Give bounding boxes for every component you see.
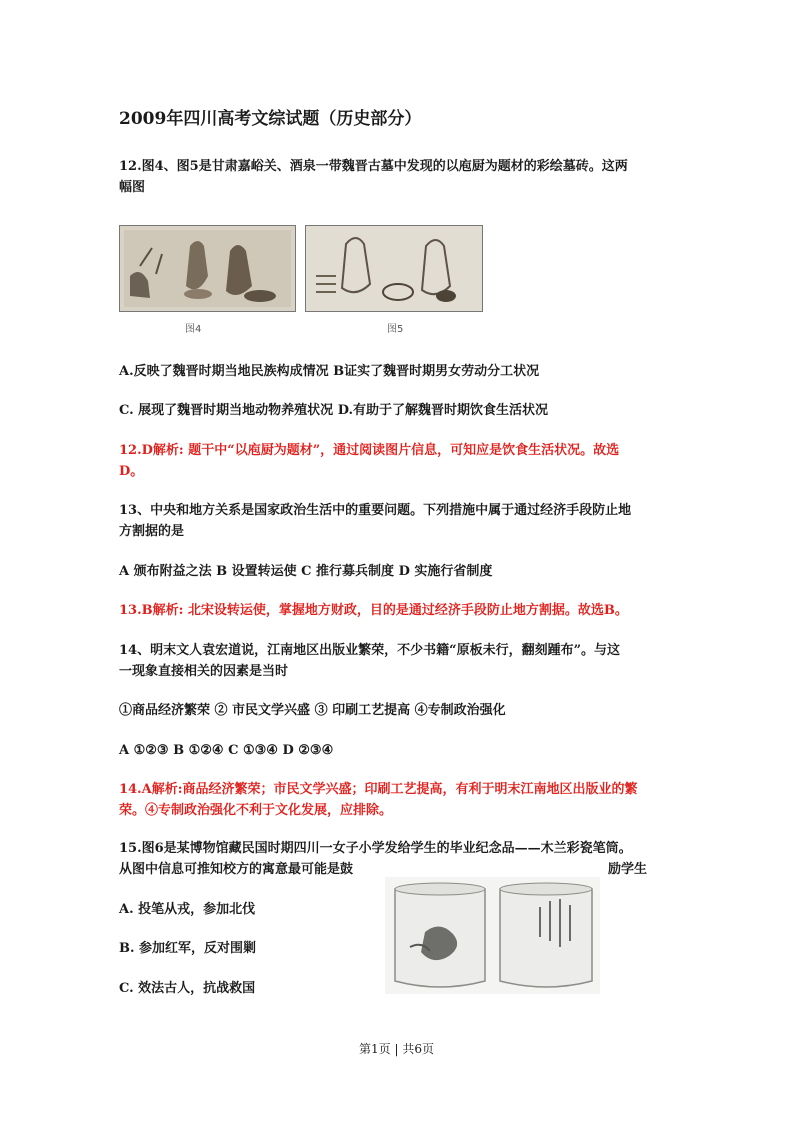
q14-answer-line1: 14.A解析:商品经济繁荣；市民文学兴盛；印刷工艺提高，有利于明末江南地区出版业的繁 bbox=[119, 782, 638, 797]
q13-stem-line2: 方割据的是 bbox=[119, 524, 185, 539]
page-title: 2009年四川高考文综试题（历史部分） bbox=[119, 109, 422, 129]
q13-stem-line1: 13、中央和地方关系是国家政治生活中的重要问题。下列措施中属于通过经济手段防止地 bbox=[119, 503, 632, 518]
q14-stem-line2: 一现象直接相关的因素是当时 bbox=[119, 664, 289, 679]
figure-5-image bbox=[305, 225, 483, 312]
q15-stem-line2: 从图中信息可推知校方的寓意最可能是鼓 bbox=[119, 862, 354, 877]
q12-options-cd: C. 展现了魏晋时期当地动物养殖状况 D.有助于了解魏晋时期饮食生活状况 bbox=[119, 403, 549, 418]
figure-4-image bbox=[119, 225, 296, 312]
figure-6-image bbox=[385, 877, 600, 994]
figure-5-caption: 图5 bbox=[387, 324, 404, 335]
q13-options: A 颁布附益之法 B 设置转运使 C 推行募兵制度 D 实施行省制度 bbox=[119, 564, 493, 579]
q12-options-ab: A.反映了魏晋时期当地民族构成情况 B证实了魏晋时期男女劳动分工状况 bbox=[119, 364, 540, 379]
q12-stem-line2: 幅图 bbox=[119, 180, 146, 195]
q14-factors: ①商品经济繁荣 ② 市民文学兴盛 ③ 印刷工艺提高 ④专制政治强化 bbox=[119, 703, 506, 718]
q15-stem-line2-tail: 励学生 bbox=[608, 862, 648, 877]
q15-stem-line1: 15.图6是某博物馆藏民国时期四川一女子小学发给学生的毕业纪念品——木兰彩瓷笔筒。 bbox=[119, 841, 632, 856]
q12-answer-line2: D。 bbox=[119, 464, 144, 479]
q14-options: A ①②③ B ①②④ C ①③④ D ②③④ bbox=[119, 743, 334, 758]
q14-stem-line1: 14、明末文人袁宏道说，江南地区出版业繁荣，不少书籍“原板未行，翻刻踵布”。与这 bbox=[119, 643, 621, 658]
q12-answer-line1: 12.D解析: 题干中“以庖厨为题材”，通过阅读图片信息，可知应是饮食生活状况。故选 bbox=[119, 443, 620, 458]
q14-answer-line2: 荣。④专制政治强化不利于文化发展，应排除。 bbox=[119, 803, 393, 818]
q12-stem-line1: 12.图4、图5是甘肃嘉峪关、酒泉一带魏晋古墓中发现的以庖厨为题材的彩绘墓砖。这两 bbox=[119, 159, 628, 174]
page-footer: 第1页 | 共6页 bbox=[359, 1042, 434, 1056]
q15-option-c: C. 效法古人，抗战救国 bbox=[119, 981, 256, 996]
figure-4-caption: 图4 bbox=[185, 324, 202, 335]
q13-answer: 13.B解析: 北宋设转运使，掌握地方财政，目的是通过经济手段防止地方割据。故选B。 bbox=[119, 603, 628, 618]
q15-option-a: A. 投笔从戎，参加北伐 bbox=[119, 902, 256, 917]
q15-option-b: B. 参加红军，反对围剿 bbox=[119, 941, 257, 956]
